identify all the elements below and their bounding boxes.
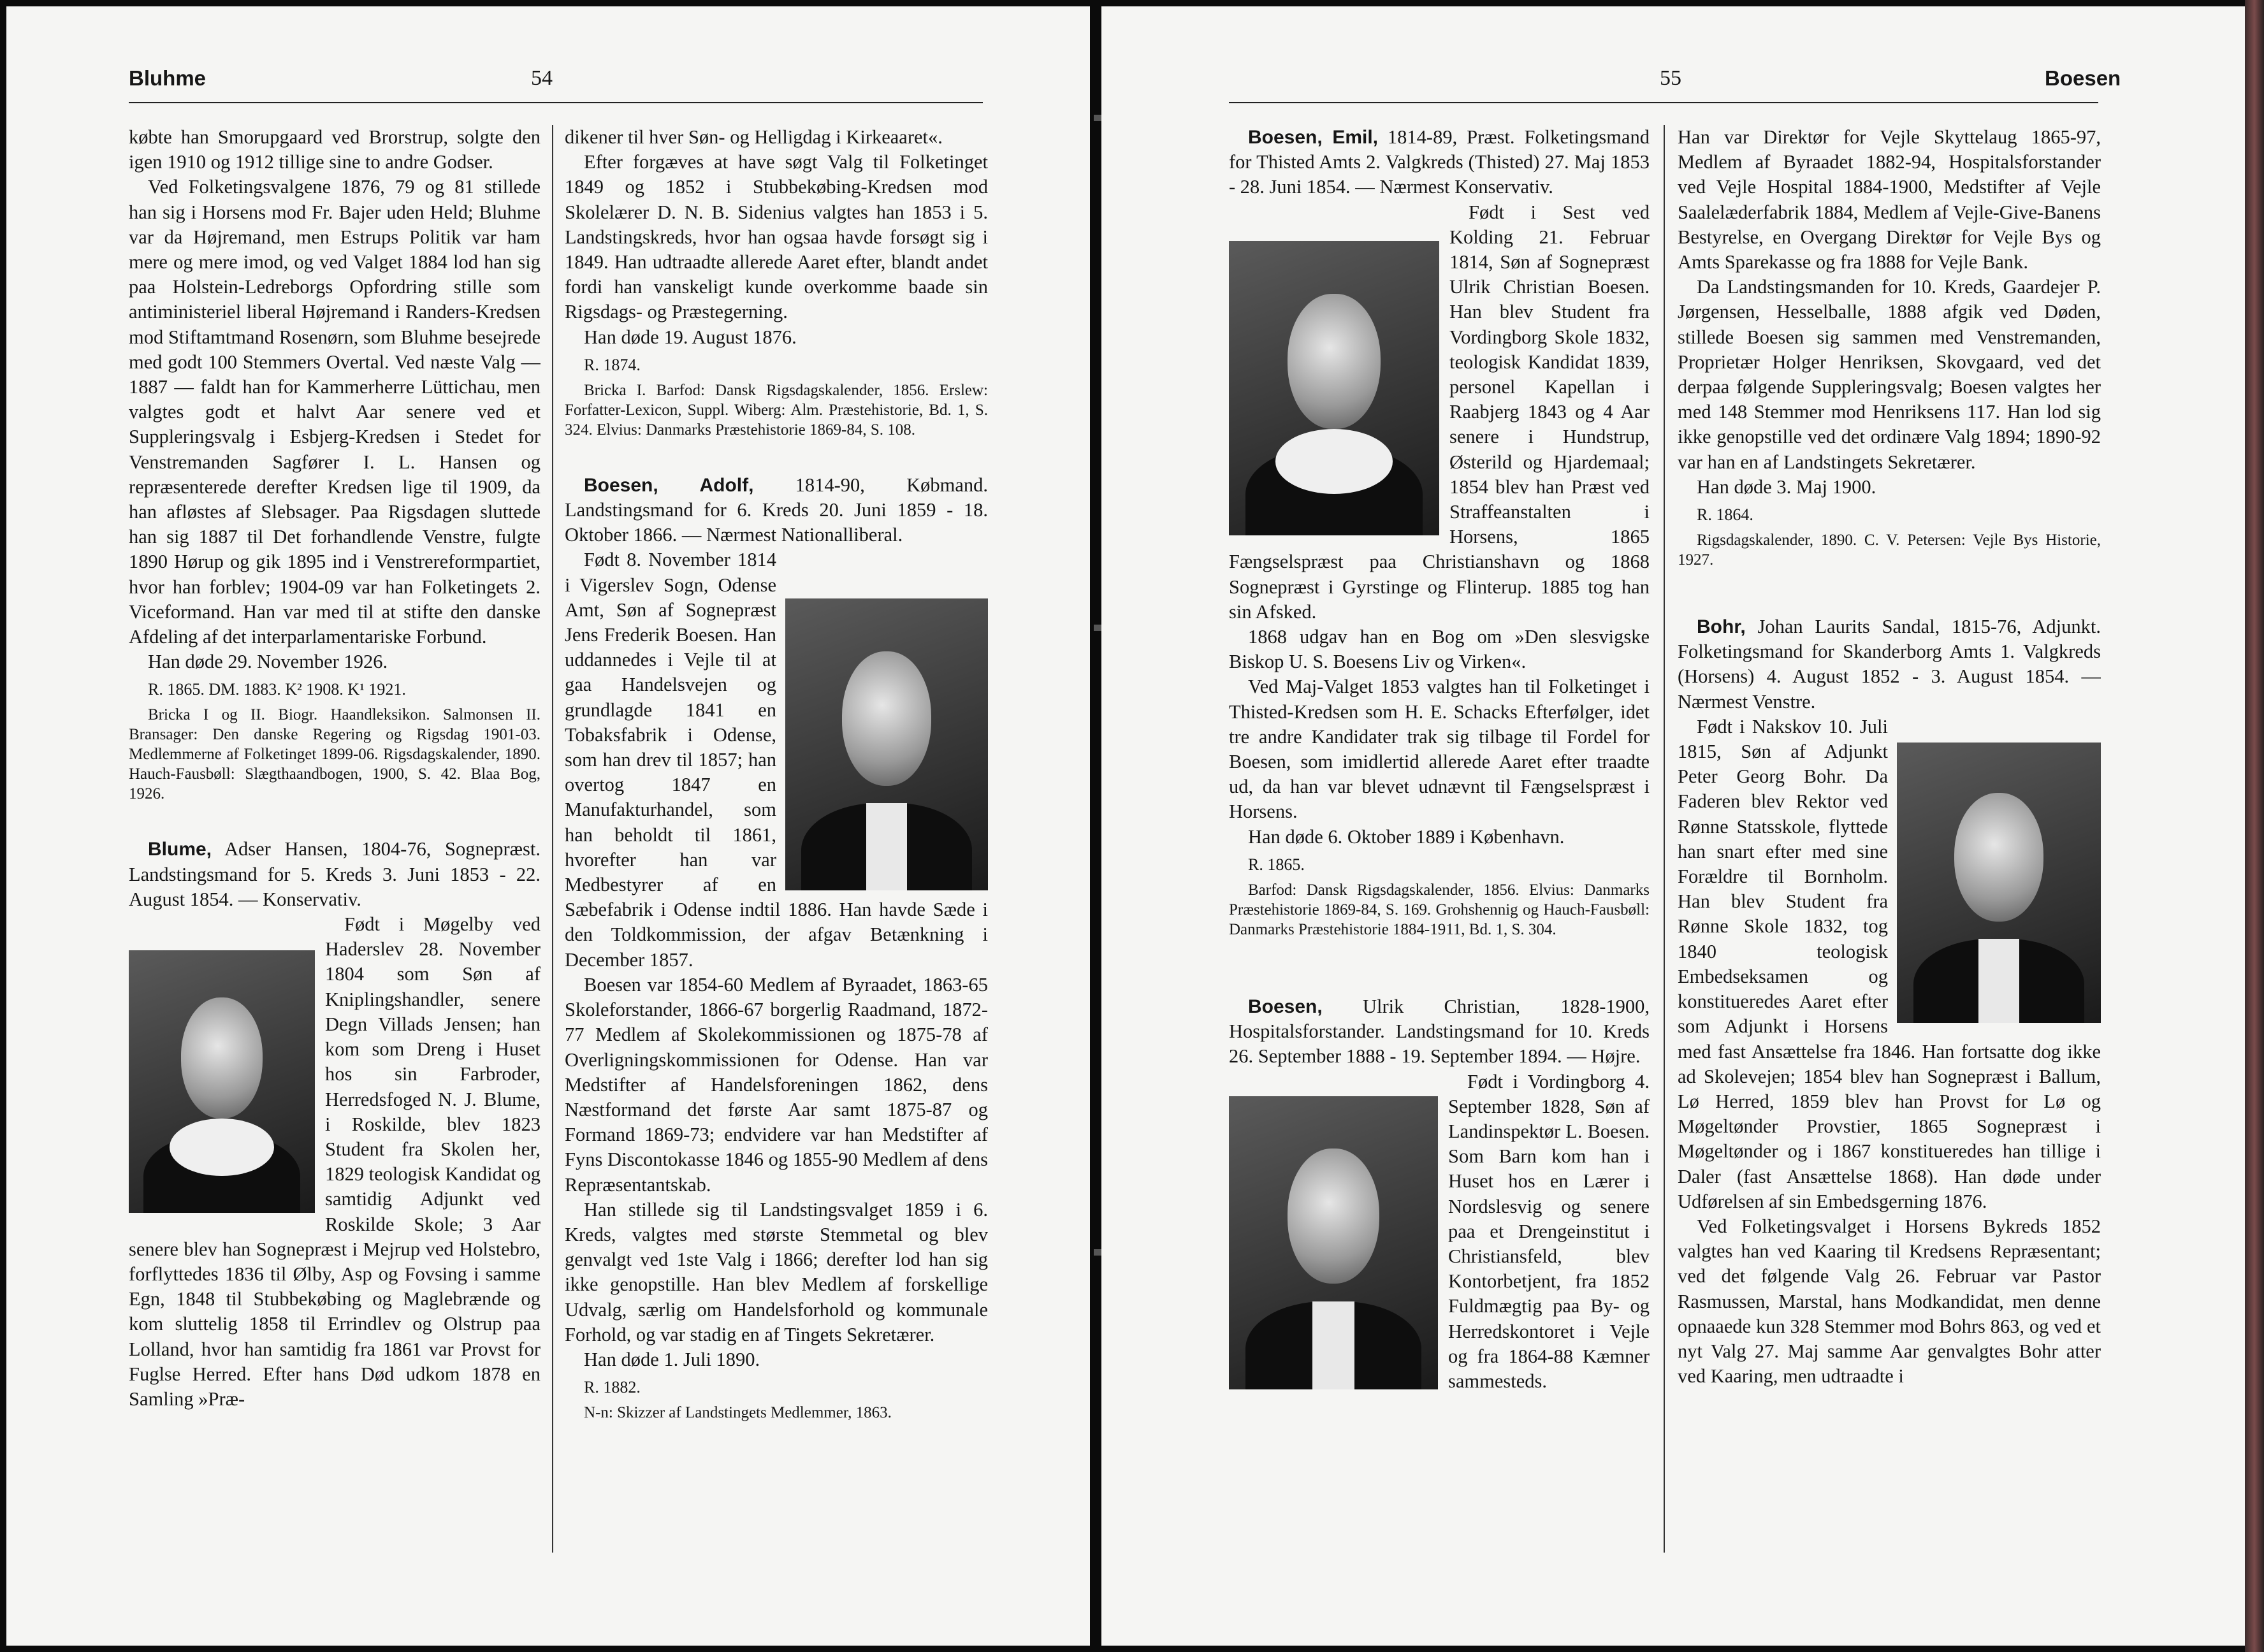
entry-heading-blume xyxy=(129,837,541,912)
orders-line: R. 1865. xyxy=(1248,855,1305,874)
paragraph: Han stillede sig til Landstingsvalget 1859 i 6. Kreds, valgtes med største Stemmetal og blev genvalgt ved 1ste Valg i 1866; derefter lod han sig ikke genopstille. Han blev Medlem af forskellige Udvalg, særlig om Handelsforhold og kommunale Forhold, og var stadig en af Tingets Sekretærer. xyxy=(565,1198,988,1345)
orders-line: R. 1864. xyxy=(1697,505,1753,525)
paragraph xyxy=(1229,200,1650,625)
entry-body: Født i Møgelby ved Haderslev 28. November 1804 som Søn af Kniplingshandler, senere Degn Villads Jensen; han kom som Dreng i Huset hos sin Farbroder, Herredsfoged N. J. Blume, i Roskilde, blev 1823 Student fra Skolen her, 1829 teologisk Kandidat og samtidig Adjunkt ved Roskilde Skole; 3 Aar senere blev han Sognepræst i Mejrup ved Holstebro, forflyttedes 1836 til Ølby, Asp og Fovsing i samme Egn, 1848 til Stubbekøbing og Maglebrænde og kom sluttelig 1858 til Errindlev og Olstrup paa Lolland, hvor han samtidig fra 1861 var Provst for Fuglse Herred. Efter hans Død udkom 1878 en Samling »Præ- xyxy=(129,913,541,1410)
entry-name: Boesen, Adolf, xyxy=(584,474,754,496)
paragraph: 1868 udgav han en Bog om »Den slesvigske Biskop U. S. Boesens Liv og Virken«. xyxy=(1229,626,1650,673)
paragraph: Ved Maj-Valget 1853 valgtes han til Folketinget i Thisted-Kredsen som H. E. Schacks Efterfølger, idet tre andre Kandidater trak sig tilbage til Fordel for Boesen, som imidlertid allerede Aaret efter traadte ud, da han var blevet udnævnt til Fængselspræst i Horsens. xyxy=(1229,676,1650,823)
paragraph: Boesen var 1854-60 Medlem af Byraadet, 1863-65 Skoleforstander, 1866-67 borgerlig Raadmand, 1872-77 Medlem af Skolekommissionen og 1875-78 af Overligningskommissionen for Odense. Han var Medstifter af Handelsforeningen 1862, dens Næstformand det første Aar samt 1875-87 og Formand 1869-73; endvidere var han Medstifter af Fyns Discontokasse 1846 og 1855-90 Medlem af dens Repræsentantskab. xyxy=(565,973,988,1196)
entry-intro: Adser Hansen, 1804-76, Sognepræst. Landstingsmand for 5. Kreds 3. Juni 1853 - 22. August 1854. — Konservativ. xyxy=(129,838,541,910)
entry-intro: Ulrik Christian, 1828-1900, Hospitalsforstander. Landstingsmand for 10. Kreds 26. September 1888 - 19. September 1894. — Højre. xyxy=(1229,995,1650,1068)
orders-line: R. 1865. DM. 1883. K² 1908. K¹ 1921. xyxy=(148,680,406,699)
left-page xyxy=(6,6,1090,1646)
page-number-left: 54 xyxy=(531,66,553,90)
paragraph: Ved Folketingsvalget i Horsens Bykreds 1852 valgtes han ved Kaaring til Kredsens Repræsentant; ved det følgende Valg 26. Februar var Pastor Rasmussen, Marstal, hans Modkandidat, men denne opnaaede kun 328 Stemmer mod Bohrs 863, og ved et nyt Valg 27. Maj samme Aar genvalgtes Bohr atter ved Kaaring, men udtraadte i xyxy=(1678,1215,2101,1388)
death-line: Han døde 1. Juli 1890. xyxy=(584,1348,760,1370)
references: Barfod: Dansk Rigsdagskalender, 1856. Elvius: Danmarks Præstehistorie 1869-84, S. 169. Grohshennig og Hauch-Fausbøll: Danmarks Præstehistorie 1884-1911, Bd. 1, S. 304. xyxy=(1229,881,1650,938)
entry-body: Født i Nakskov 10. Juli 1815, Søn af Adjunkt Peter Georg Bohr. Da Faderen blev Rektor ved Rønne Statsskole, flyttede han snart efter med sine Forældre til Bornholm. Han blev Student fra Rønne Skole 1832, tog 1840 teologisk Embedseksamen og konstitueredes Aaret efter som Adjunkt i Horsens med fast Ansættelse fra 1846. Han fortsatte dog ikke ad Skolevejen; 1854 blev han Sognepræst i Ballum, Lø Herred, 1859 blev han Provst for Lø og Møgeltønder Provstier, 1865 Sognepræst i Møgeltønder og i 1867 konstitueredes han tillige i Daler (fast Ansættelse 1868). Han døde under Udførelsen af sin Embedsgerning 1876. xyxy=(1678,715,2101,1212)
death-line: Han døde 6. Oktober 1889 i København. xyxy=(1248,825,1565,848)
references: N-n: Skizzer af Landstingets Medlemmer, 1863. xyxy=(584,1404,892,1422)
paragraph: Han var Direktør for Vejle Skyttelaug 1865-97, Medlem af Byraadet 1882-94, Hospitalsforstander ved Vejle Hospital 1884-1900, Medstifter af Vejle Saalelæderfabrik 1884, Medlem af Vejle-Give-Banens Bestyrelse, en Overgang Direktør for Vejle Bys og Amts Sparekasse og fra 1888 for Vejle Bank. xyxy=(1678,126,2101,273)
paragraph xyxy=(565,547,988,972)
running-head-right: Boesen xyxy=(2045,66,2121,90)
right-column-1 xyxy=(1229,125,1650,1569)
portrait-emil-boesen xyxy=(1229,241,1439,535)
running-head-left: Bluhme xyxy=(129,66,207,90)
orders-line: R. 1874. xyxy=(584,355,641,374)
death-line: Han døde 19. August 1876. xyxy=(584,326,797,348)
entry-name: Blume, xyxy=(148,839,212,860)
paragraph xyxy=(1678,714,2101,1214)
portrait-bohr xyxy=(1897,743,2101,1023)
paragraph: Ved Folketingsvalgene 1876, 79 og 81 stillede han sig i Horsens mod Fr. Bajer uden Held; Bluhme var da Højremand, men Estrups Politik var ham mere og mere imod, og ved Valget 1884 lod han sig paa Holstein-Ledreborgs Opfordring stille som antiministeriel liberal Højremand i Randers-Kredsen mod Stiftamtmand Rosenørn, som Bluhme besejrede med godt 100 Stemmers Overtal. Ved næste Valg — 1887 — faldt han for Kammerherre Lüttichau, men valgtes godt et halvt Aar senere ved et Suppleringsvalg i Esbjerg-Kredsen i Stedet for Venstremanden Sagfører I. L. Hansen og repræsenterede derefter Kredsen lige til 1909, da han afløstes af Slebsager. Paa Rigsdagen sluttede han sig 1887 til Det forhandlende Venstre, fulgte 1890 Hørup og gik 1895 ind i Venstrereformpartiet, hvor han forblev; 1904-09 var han Folketingets 2. Viceformand. Han var med til at stifte den danske Afdeling af det interparlamentariske Forbund. xyxy=(129,176,541,648)
entry-heading-adolf xyxy=(565,473,988,548)
death-line: Han døde 29. November 1926. xyxy=(148,651,388,673)
header-rule xyxy=(129,102,983,103)
death-line: Han døde 3. Maj 1900. xyxy=(1697,475,1876,498)
references: Bricka I. Barfod: Dansk Rigsdagskalender, 1856. Erslew: Forfatter-Lexicon, Suppl. Wiberg: Alm. Præstehistorie, Bd. 1, S. 324. Elvius: Danmarks Præstehistorie 1869-84, S. 108. xyxy=(565,381,988,438)
entry-body: Født i Sest ved Kolding 21. Februar 1814, Søn af Sognepræst Ulrik Christian Boesen. Han blev Student fra Vordingborg Skole 1832, teologisk Kandidat 1839, personel Kapellan i Raabjerg 1843 og 4 Aar senere i Hundstrup, Østerild og Hjardemaal; 1854 blev han Præst ved Straffeanstalten i Horsens, 1865 Fængselspræst paa Christianshavn og 1868 Sognepræst i Gyrstinge og Flinterup. 1885 tog han sin Afsked. xyxy=(1229,201,1650,623)
portrait-adolf-boesen xyxy=(785,598,988,890)
column-divider xyxy=(1664,125,1665,1553)
paragraph: købte han Smorupgaard ved Brorstrup, solgte den igen 1910 og 1912 tillige sine to andre Godser. xyxy=(129,126,541,173)
paragraph xyxy=(129,912,541,1412)
left-column-2 xyxy=(565,125,988,1569)
paragraph: dikener til hver Søn- og Helligdag i Kirkeaaret«. xyxy=(565,126,943,148)
entry-name: Bohr, xyxy=(1697,616,1746,638)
entry-name: Boesen, xyxy=(1248,996,1323,1017)
paragraph: Da Landstingsmanden for 10. Kreds, Gaardejer P. Jørgensen, Hesselballe, 1888 afgik ved Døden, stillede Boesen sig sammen med Venstremanden, Proprietær Holger Henriksen, Skovgaard, ved det derpaa følgende Suppleringsvalg; Boesen valgtes her med 148 Stemmer mod Henriksens 117. Han lod sig ikke genopstille ved det ordinære Valg 1894; 1890-92 var han en af Landstingets Sekretærer. xyxy=(1678,276,2101,473)
column-divider xyxy=(552,125,553,1553)
paragraph xyxy=(1229,1069,1650,1395)
right-column-2 xyxy=(1678,125,2101,1569)
entry-body: Født 8. November 1814 i Vigerslev Sogn, Odense Amt, Søn af Sognepræst Jens Frederik Boesen. Han uddannedes i Vejle til at gaa Handelsvejen og grundlagde 1841 en Tobaksfabrik i Odense, som han drev til 1857; han overtog 1847 en Manufakturhandel, som han beholdt til 1861, hvorefter han var Medbestyrer af en Sæbefabrik i Odense indtil 1886. Han havde Sæde i den Toldkommission, der afgav Betænkning i December 1857. xyxy=(565,549,988,971)
right-page xyxy=(1101,6,2245,1646)
book-edge xyxy=(2245,0,2264,1652)
entry-name: Boesen, Emil, xyxy=(1248,127,1379,148)
paragraph: Efter forgæves at have søgt Valg til Folketinget 1849 og 1852 i Stubbekøbing-Kredsen mod Skolelærer D. N. B. Sidenius valgtes han 1853 i 5. Landstingskreds, hvor han ogsaa havde forsøgt sig i 1849. Han udtraadte allerede Aaret efter, blandt andet fordi han vanskeligt kunde overkomme baade sin Rigsdags- og Præstegerning. xyxy=(565,151,988,323)
page-number-right: 55 xyxy=(1660,66,1681,90)
orders-line: R. 1882. xyxy=(584,1378,641,1397)
entry-heading-ulrik xyxy=(1229,994,1650,1069)
header-rule xyxy=(1229,102,2098,103)
entry-intro: 1814-90, Købmand. Landstingsmand for 6. Kreds 20. Juni 1859 - 18. Oktober 1866. — Nærmest Nationalliberal. xyxy=(565,474,988,546)
entry-heading-bohr xyxy=(1678,614,2101,714)
entry-body: Født i Vordingborg 4. September 1828, Søn af Landinspektør L. Boesen. Som Barn kom han i Huset hos en Lærer i Nordslesvig og senere paa et Drengeinstitut i Christiansfeld, blev Kontorbetjent, fra 1852 Fuldmægtig paa By- og Herredskontoret i Vejle og fra 1864-88 Kæmner sammesteds. xyxy=(1448,1070,1650,1392)
portrait-ulrik-boesen xyxy=(1229,1096,1438,1389)
left-column-1 xyxy=(129,125,541,1569)
entry-intro: 1814-89, Præst. Folketingsmand for Thisted Amts 2. Valgkreds (Thisted) 27. Maj 1853 - 28. Juni 1854. — Nærmest Konservativ. xyxy=(1229,126,1650,198)
portrait-blume xyxy=(129,950,315,1213)
references: Bricka I og II. Biogr. Haandleksikon. Salmonsen II. Bransager: Den danske Regering og Rigsdag 1901-03. Medlemmerne af Folketinget 1899-06. Rigsdagskalender, 1890. Hauch-Fausbøll: Slægthaandbogen, 1900, S. 42. Blaa Bog, 1926. xyxy=(129,706,541,803)
entry-intro: Johan Laurits Sandal, 1815-76, Adjunkt. Folketingsmand for Skanderborg Amts 1. Valgkreds (Horsens) 4. August 1852 - 3. August 1854. — Nærmest Venstre. xyxy=(1678,616,2101,713)
references: Rigsdagskalender, 1890. C. V. Petersen: Vejle Bys Historie, 1927. xyxy=(1678,532,2101,569)
entry-heading-emil xyxy=(1229,125,1650,200)
